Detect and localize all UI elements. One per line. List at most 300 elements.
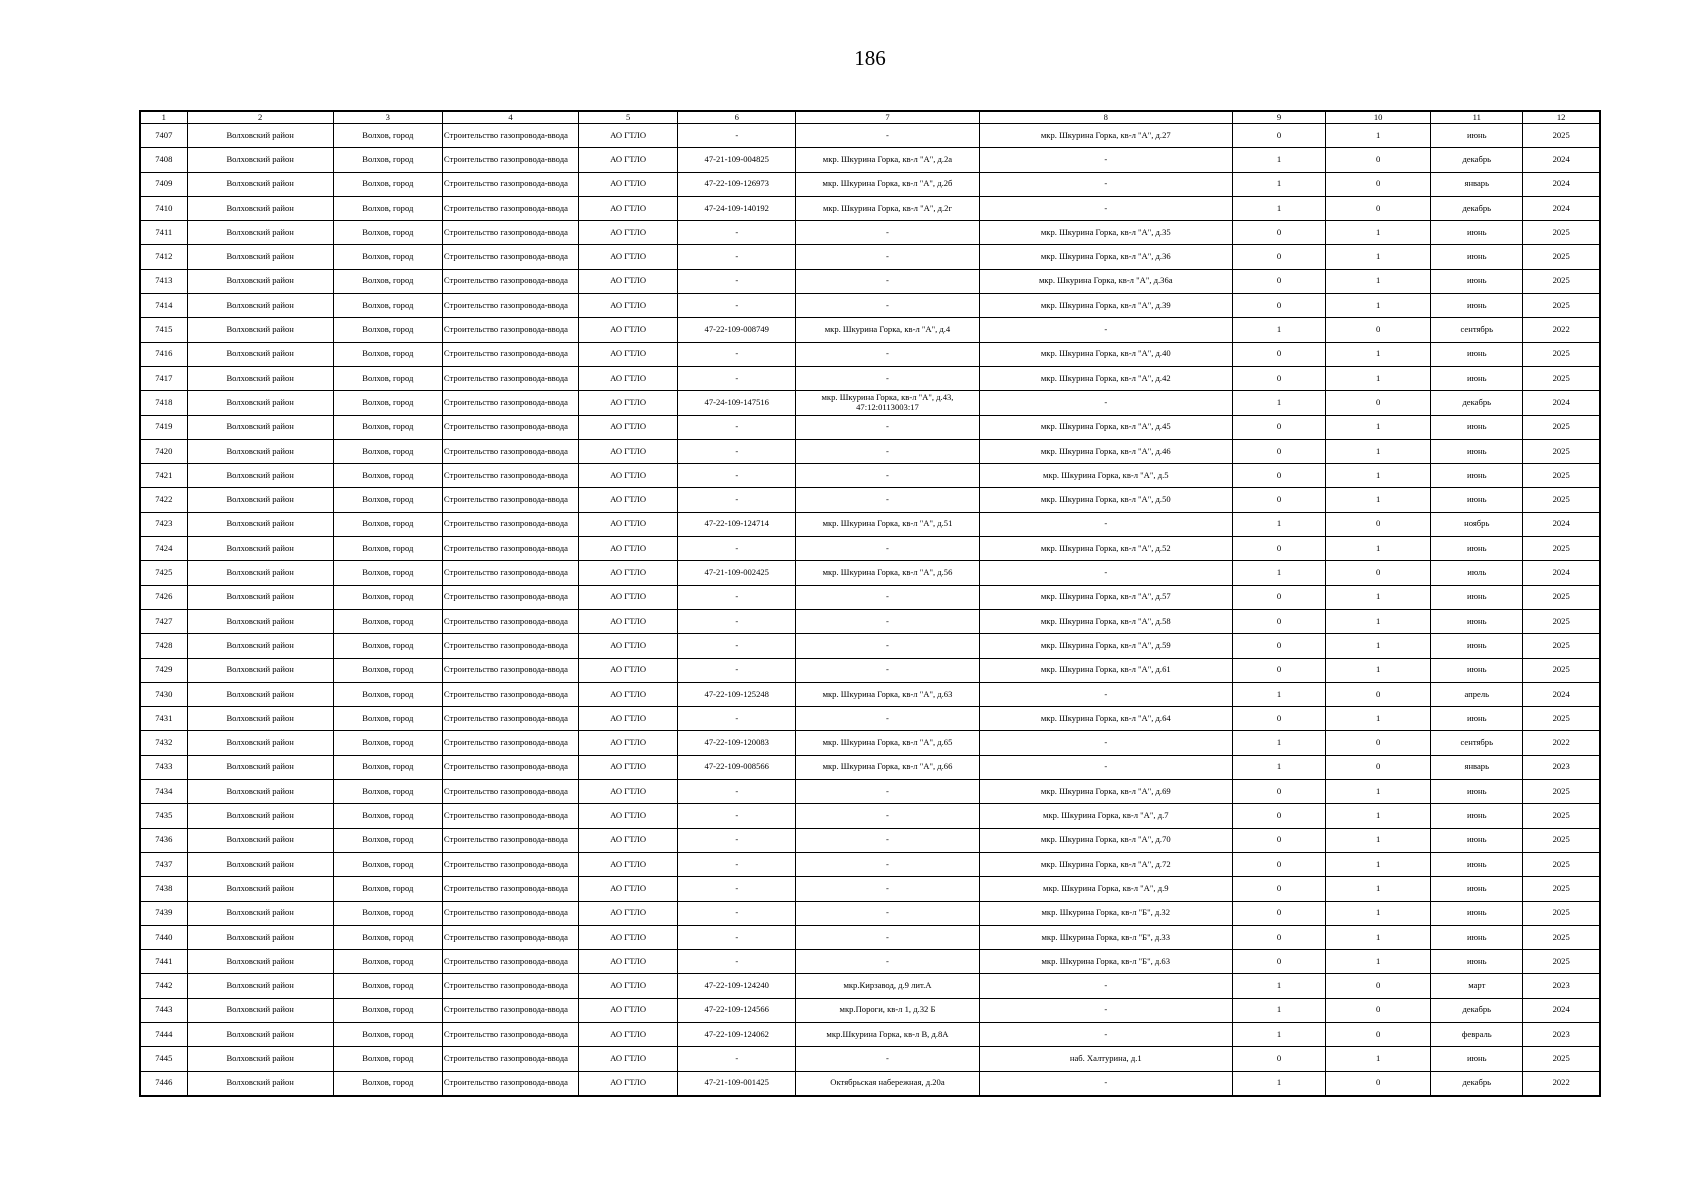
work-type-cell: Строительство газопровода-ввода bbox=[442, 707, 578, 731]
district-cell: Волховский район bbox=[187, 269, 333, 293]
month-cell: июнь bbox=[1431, 488, 1523, 512]
count-planned-cell: 1 bbox=[1326, 124, 1431, 148]
object-address-cell: мкр.Пороги, кв-л 1, д.32 Б bbox=[796, 998, 979, 1022]
organization-cell: АО ГТЛО bbox=[579, 464, 678, 488]
object-address-cell: - bbox=[796, 245, 979, 269]
month-cell: июнь bbox=[1431, 634, 1523, 658]
table-row bbox=[140, 1071, 1600, 1096]
count-planned-cell: 1 bbox=[1326, 366, 1431, 390]
settlement-cell: Волхов, город bbox=[333, 124, 442, 148]
table-row bbox=[140, 294, 1600, 318]
work-type-cell: Строительство газопровода-ввода bbox=[442, 318, 578, 342]
month-cell: июнь bbox=[1431, 269, 1523, 293]
count-existing-cell: 1 bbox=[1232, 755, 1325, 779]
count-existing-cell: 1 bbox=[1232, 682, 1325, 706]
year-cell: 2025 bbox=[1523, 342, 1600, 366]
cadastral-number-cell: - bbox=[678, 609, 796, 633]
district-cell: Волховский район bbox=[187, 634, 333, 658]
count-planned-cell: 1 bbox=[1326, 537, 1431, 561]
object-address-cell: мкр. Шкурина Горка, кв-л "А", д.51 bbox=[796, 512, 979, 536]
organization-cell: АО ГТЛО bbox=[579, 488, 678, 512]
month-cell: июнь bbox=[1431, 1047, 1523, 1071]
planned-address-cell: - bbox=[979, 974, 1232, 998]
cadastral-number-cell: - bbox=[678, 852, 796, 876]
table-row bbox=[140, 1022, 1600, 1046]
count-existing-cell: 0 bbox=[1232, 269, 1325, 293]
table-row bbox=[140, 707, 1600, 731]
organization-cell: АО ГТЛО bbox=[579, 950, 678, 974]
table-row bbox=[140, 366, 1600, 390]
organization-cell: АО ГТЛО bbox=[579, 998, 678, 1022]
planned-address-cell: мкр. Шкурина Горка, кв-л "А", д.7 bbox=[979, 804, 1232, 828]
year-cell: 2024 bbox=[1523, 148, 1600, 172]
organization-cell: АО ГТЛО bbox=[579, 682, 678, 706]
table-row bbox=[140, 731, 1600, 755]
count-existing-cell: 0 bbox=[1232, 925, 1325, 949]
work-type-cell: Строительство газопровода-ввода bbox=[442, 950, 578, 974]
district-cell: Волховский район bbox=[187, 877, 333, 901]
column-header-10: 10 bbox=[1326, 111, 1431, 124]
table-row bbox=[140, 780, 1600, 804]
count-planned-cell: 1 bbox=[1326, 464, 1431, 488]
district-cell: Волховский район bbox=[187, 415, 333, 439]
organization-cell: АО ГТЛО bbox=[579, 1071, 678, 1096]
year-cell: 2025 bbox=[1523, 1047, 1600, 1071]
year-cell: 2025 bbox=[1523, 488, 1600, 512]
cadastral-number-cell: - bbox=[678, 1047, 796, 1071]
count-planned-cell: 1 bbox=[1326, 585, 1431, 609]
row-number-cell: 7424 bbox=[140, 537, 187, 561]
work-type-cell: Строительство газопровода-ввода bbox=[442, 366, 578, 390]
row-number-cell: 7412 bbox=[140, 245, 187, 269]
row-number-cell: 7428 bbox=[140, 634, 187, 658]
planned-address-cell: мкр. Шкурина Горка, кв-л "А", д.40 bbox=[979, 342, 1232, 366]
cadastral-number-cell: 47-22-109-124566 bbox=[678, 998, 796, 1022]
work-type-cell: Строительство газопровода-ввода bbox=[442, 901, 578, 925]
object-address-cell: - bbox=[796, 804, 979, 828]
year-cell: 2025 bbox=[1523, 269, 1600, 293]
cadastral-number-cell: - bbox=[678, 901, 796, 925]
count-existing-cell: 0 bbox=[1232, 828, 1325, 852]
table-row bbox=[140, 998, 1600, 1022]
table-row bbox=[140, 925, 1600, 949]
object-address-cell: - bbox=[796, 439, 979, 463]
year-cell: 2024 bbox=[1523, 682, 1600, 706]
cadastral-number-cell: 47-24-109-147516 bbox=[678, 391, 796, 415]
month-cell: июнь bbox=[1431, 877, 1523, 901]
cadastral-number-cell: 47-22-109-008749 bbox=[678, 318, 796, 342]
planned-address-cell: мкр. Шкурина Горка, кв-л "А", д.36 bbox=[979, 245, 1232, 269]
planned-address-cell: мкр. Шкурина Горка, кв-л "А", д.36а bbox=[979, 269, 1232, 293]
cadastral-number-cell: 47-22-109-124240 bbox=[678, 974, 796, 998]
year-cell: 2025 bbox=[1523, 925, 1600, 949]
object-address-cell: - bbox=[796, 925, 979, 949]
object-address-cell: - bbox=[796, 342, 979, 366]
month-cell: ноябрь bbox=[1431, 512, 1523, 536]
district-cell: Волховский район bbox=[187, 512, 333, 536]
year-cell: 2023 bbox=[1523, 1022, 1600, 1046]
settlement-cell: Волхов, город bbox=[333, 731, 442, 755]
count-planned-cell: 1 bbox=[1326, 877, 1431, 901]
table-row bbox=[140, 221, 1600, 245]
count-planned-cell: 0 bbox=[1326, 561, 1431, 585]
count-existing-cell: 1 bbox=[1232, 561, 1325, 585]
column-header-2: 2 bbox=[187, 111, 333, 124]
work-type-cell: Строительство газопровода-ввода bbox=[442, 537, 578, 561]
month-cell: январь bbox=[1431, 755, 1523, 779]
month-cell: декабрь bbox=[1431, 998, 1523, 1022]
count-existing-cell: 0 bbox=[1232, 537, 1325, 561]
row-number-cell: 7411 bbox=[140, 221, 187, 245]
district-cell: Волховский район bbox=[187, 439, 333, 463]
cadastral-number-cell: - bbox=[678, 950, 796, 974]
organization-cell: АО ГТЛО bbox=[579, 561, 678, 585]
planned-address-cell: - bbox=[979, 172, 1232, 196]
organization-cell: АО ГТЛО bbox=[579, 172, 678, 196]
cadastral-number-cell: - bbox=[678, 294, 796, 318]
settlement-cell: Волхов, город bbox=[333, 974, 442, 998]
year-cell: 2025 bbox=[1523, 609, 1600, 633]
column-header-1: 1 bbox=[140, 111, 187, 124]
cadastral-number-cell: - bbox=[678, 877, 796, 901]
table-row bbox=[140, 148, 1600, 172]
planned-address-cell: мкр. Шкурина Горка, кв-л "А", д.5 bbox=[979, 464, 1232, 488]
organization-cell: АО ГТЛО bbox=[579, 828, 678, 852]
row-number-cell: 7431 bbox=[140, 707, 187, 731]
settlement-cell: Волхов, город bbox=[333, 512, 442, 536]
table-row bbox=[140, 464, 1600, 488]
settlement-cell: Волхов, город bbox=[333, 537, 442, 561]
table-row bbox=[140, 950, 1600, 974]
organization-cell: АО ГТЛО bbox=[579, 731, 678, 755]
organization-cell: АО ГТЛО bbox=[579, 804, 678, 828]
month-cell: июнь bbox=[1431, 366, 1523, 390]
settlement-cell: Волхов, город bbox=[333, 391, 442, 415]
district-cell: Волховский район bbox=[187, 464, 333, 488]
cadastral-number-cell: 47-21-109-002425 bbox=[678, 561, 796, 585]
work-type-cell: Строительство газопровода-ввода bbox=[442, 852, 578, 876]
cadastral-number-cell: - bbox=[678, 342, 796, 366]
district-cell: Волховский район bbox=[187, 925, 333, 949]
planned-address-cell: мкр. Шкурина Горка, кв-л "А", д.35 bbox=[979, 221, 1232, 245]
count-existing-cell: 0 bbox=[1232, 488, 1325, 512]
work-type-cell: Строительство газопровода-ввода bbox=[442, 488, 578, 512]
planned-address-cell: мкр. Шкурина Горка, кв-л "Б", д.63 bbox=[979, 950, 1232, 974]
work-type-cell: Строительство газопровода-ввода bbox=[442, 804, 578, 828]
row-number-cell: 7423 bbox=[140, 512, 187, 536]
cadastral-number-cell: - bbox=[678, 634, 796, 658]
planned-address-cell: наб. Халтурина, д.1 bbox=[979, 1047, 1232, 1071]
settlement-cell: Волхов, город bbox=[333, 439, 442, 463]
settlement-cell: Волхов, город bbox=[333, 464, 442, 488]
organization-cell: АО ГТЛО bbox=[579, 634, 678, 658]
table-row bbox=[140, 852, 1600, 876]
table-row bbox=[140, 804, 1600, 828]
year-cell: 2024 bbox=[1523, 172, 1600, 196]
count-existing-cell: 0 bbox=[1232, 366, 1325, 390]
table-row bbox=[140, 415, 1600, 439]
organization-cell: АО ГТЛО bbox=[579, 269, 678, 293]
year-cell: 2025 bbox=[1523, 950, 1600, 974]
column-header-6: 6 bbox=[678, 111, 796, 124]
year-cell: 2025 bbox=[1523, 366, 1600, 390]
district-cell: Волховский район bbox=[187, 1022, 333, 1046]
organization-cell: АО ГТЛО bbox=[579, 148, 678, 172]
district-cell: Волховский район bbox=[187, 1071, 333, 1096]
organization-cell: АО ГТЛО bbox=[579, 196, 678, 220]
settlement-cell: Волхов, город bbox=[333, 1022, 442, 1046]
column-header-12: 12 bbox=[1523, 111, 1600, 124]
cadastral-number-cell: - bbox=[678, 366, 796, 390]
month-cell: июнь bbox=[1431, 925, 1523, 949]
month-cell: декабрь bbox=[1431, 391, 1523, 415]
settlement-cell: Волхов, город bbox=[333, 634, 442, 658]
count-planned-cell: 1 bbox=[1326, 415, 1431, 439]
planned-address-cell: мкр. Шкурина Горка, кв-л "А", д.42 bbox=[979, 366, 1232, 390]
work-type-cell: Строительство газопровода-ввода bbox=[442, 1071, 578, 1096]
month-cell: июнь bbox=[1431, 804, 1523, 828]
planned-address-cell: - bbox=[979, 561, 1232, 585]
row-number-cell: 7434 bbox=[140, 780, 187, 804]
work-type-cell: Строительство газопровода-ввода bbox=[442, 245, 578, 269]
year-cell: 2022 bbox=[1523, 1071, 1600, 1096]
year-cell: 2023 bbox=[1523, 974, 1600, 998]
table-row bbox=[140, 172, 1600, 196]
settlement-cell: Волхов, город bbox=[333, 755, 442, 779]
object-address-cell: - bbox=[796, 707, 979, 731]
count-planned-cell: 1 bbox=[1326, 488, 1431, 512]
cadastral-number-cell: 47-22-109-124714 bbox=[678, 512, 796, 536]
count-planned-cell: 1 bbox=[1326, 901, 1431, 925]
row-number-cell: 7435 bbox=[140, 804, 187, 828]
year-cell: 2025 bbox=[1523, 585, 1600, 609]
work-type-cell: Строительство газопровода-ввода bbox=[442, 512, 578, 536]
table-row bbox=[140, 682, 1600, 706]
count-existing-cell: 0 bbox=[1232, 901, 1325, 925]
month-cell: июнь bbox=[1431, 609, 1523, 633]
count-existing-cell: 0 bbox=[1232, 221, 1325, 245]
organization-cell: АО ГТЛО bbox=[579, 512, 678, 536]
row-number-cell: 7446 bbox=[140, 1071, 187, 1096]
district-cell: Волховский район bbox=[187, 124, 333, 148]
cadastral-number-cell: - bbox=[678, 585, 796, 609]
month-cell: январь bbox=[1431, 172, 1523, 196]
settlement-cell: Волхов, город bbox=[333, 488, 442, 512]
count-planned-cell: 0 bbox=[1326, 391, 1431, 415]
count-existing-cell: 0 bbox=[1232, 464, 1325, 488]
column-header-11: 11 bbox=[1431, 111, 1523, 124]
cadastral-number-cell: - bbox=[678, 269, 796, 293]
object-address-cell: - bbox=[796, 488, 979, 512]
month-cell: июнь bbox=[1431, 294, 1523, 318]
object-address-cell: - bbox=[796, 537, 979, 561]
organization-cell: АО ГТЛО bbox=[579, 342, 678, 366]
settlement-cell: Волхов, город bbox=[333, 658, 442, 682]
district-cell: Волховский район bbox=[187, 561, 333, 585]
object-address-cell: - bbox=[796, 124, 979, 148]
count-existing-cell: 0 bbox=[1232, 877, 1325, 901]
organization-cell: АО ГТЛО bbox=[579, 780, 678, 804]
column-header-5: 5 bbox=[579, 111, 678, 124]
work-type-cell: Строительство газопровода-ввода bbox=[442, 439, 578, 463]
district-cell: Волховский район bbox=[187, 974, 333, 998]
year-cell: 2023 bbox=[1523, 755, 1600, 779]
organization-cell: АО ГТЛО bbox=[579, 1047, 678, 1071]
object-address-cell: - bbox=[796, 852, 979, 876]
district-cell: Волховский район bbox=[187, 585, 333, 609]
year-cell: 2025 bbox=[1523, 464, 1600, 488]
month-cell: июнь bbox=[1431, 658, 1523, 682]
cadastral-number-cell: - bbox=[678, 245, 796, 269]
registry-table bbox=[139, 110, 1601, 1097]
count-planned-cell: 0 bbox=[1326, 1071, 1431, 1096]
row-number-cell: 7407 bbox=[140, 124, 187, 148]
row-number-cell: 7419 bbox=[140, 415, 187, 439]
object-address-cell: - bbox=[796, 269, 979, 293]
cadastral-number-cell: 47-21-109-001425 bbox=[678, 1071, 796, 1096]
month-cell: декабрь bbox=[1431, 148, 1523, 172]
organization-cell: АО ГТЛО bbox=[579, 585, 678, 609]
row-number-cell: 7438 bbox=[140, 877, 187, 901]
count-existing-cell: 0 bbox=[1232, 634, 1325, 658]
settlement-cell: Волхов, город bbox=[333, 950, 442, 974]
cadastral-number-cell: 47-24-109-140192 bbox=[678, 196, 796, 220]
count-planned-cell: 1 bbox=[1326, 707, 1431, 731]
cadastral-number-cell: - bbox=[678, 124, 796, 148]
settlement-cell: Волхов, город bbox=[333, 172, 442, 196]
cadastral-number-cell: - bbox=[678, 464, 796, 488]
district-cell: Волховский район bbox=[187, 731, 333, 755]
district-cell: Волховский район bbox=[187, 998, 333, 1022]
object-address-cell: мкр.Шкурина Горка, кв-л В, д.8А bbox=[796, 1022, 979, 1046]
year-cell: 2025 bbox=[1523, 658, 1600, 682]
planned-address-cell: - bbox=[979, 755, 1232, 779]
object-address-cell: - bbox=[796, 828, 979, 852]
object-address-cell: - bbox=[796, 1047, 979, 1071]
table-row bbox=[140, 1047, 1600, 1071]
planned-address-cell: - bbox=[979, 1071, 1232, 1096]
month-cell: июнь bbox=[1431, 585, 1523, 609]
settlement-cell: Волхов, город bbox=[333, 1047, 442, 1071]
object-address-cell: мкр. Шкурина Горка, кв-л "А", д.2а bbox=[796, 148, 979, 172]
year-cell: 2025 bbox=[1523, 537, 1600, 561]
count-existing-cell: 0 bbox=[1232, 780, 1325, 804]
settlement-cell: Волхов, город bbox=[333, 196, 442, 220]
settlement-cell: Волхов, город bbox=[333, 318, 442, 342]
planned-address-cell: - bbox=[979, 148, 1232, 172]
work-type-cell: Строительство газопровода-ввода bbox=[442, 634, 578, 658]
work-type-cell: Строительство газопровода-ввода bbox=[442, 780, 578, 804]
month-cell: июнь bbox=[1431, 537, 1523, 561]
district-cell: Волховский район bbox=[187, 755, 333, 779]
month-cell: июнь bbox=[1431, 342, 1523, 366]
object-address-cell: - bbox=[796, 634, 979, 658]
cadastral-number-cell: - bbox=[678, 537, 796, 561]
count-existing-cell: 0 bbox=[1232, 415, 1325, 439]
year-cell: 2025 bbox=[1523, 828, 1600, 852]
work-type-cell: Строительство газопровода-ввода bbox=[442, 925, 578, 949]
work-type-cell: Строительство газопровода-ввода bbox=[442, 269, 578, 293]
district-cell: Волховский район bbox=[187, 196, 333, 220]
table-row bbox=[140, 561, 1600, 585]
work-type-cell: Строительство газопровода-ввода bbox=[442, 391, 578, 415]
planned-address-cell: - bbox=[979, 512, 1232, 536]
count-planned-cell: 1 bbox=[1326, 269, 1431, 293]
month-cell: июнь bbox=[1431, 828, 1523, 852]
table-row bbox=[140, 342, 1600, 366]
row-number-cell: 7414 bbox=[140, 294, 187, 318]
settlement-cell: Волхов, город bbox=[333, 415, 442, 439]
cadastral-number-cell: - bbox=[678, 780, 796, 804]
organization-cell: АО ГТЛО bbox=[579, 974, 678, 998]
cadastral-number-cell: - bbox=[678, 415, 796, 439]
table-row bbox=[140, 537, 1600, 561]
organization-cell: АО ГТЛО bbox=[579, 901, 678, 925]
count-existing-cell: 0 bbox=[1232, 585, 1325, 609]
count-existing-cell: 1 bbox=[1232, 196, 1325, 220]
organization-cell: АО ГТЛО bbox=[579, 124, 678, 148]
year-cell: 2024 bbox=[1523, 391, 1600, 415]
work-type-cell: Строительство газопровода-ввода bbox=[442, 828, 578, 852]
work-type-cell: Строительство газопровода-ввода bbox=[442, 148, 578, 172]
work-type-cell: Строительство газопровода-ввода bbox=[442, 342, 578, 366]
year-cell: 2025 bbox=[1523, 707, 1600, 731]
district-cell: Волховский район bbox=[187, 245, 333, 269]
count-existing-cell: 0 bbox=[1232, 658, 1325, 682]
count-planned-cell: 1 bbox=[1326, 804, 1431, 828]
object-address-cell: - bbox=[796, 658, 979, 682]
row-number-cell: 7442 bbox=[140, 974, 187, 998]
planned-address-cell: мкр. Шкурина Горка, кв-л "А", д.9 bbox=[979, 877, 1232, 901]
count-planned-cell: 1 bbox=[1326, 950, 1431, 974]
cadastral-number-cell: 47-22-109-125248 bbox=[678, 682, 796, 706]
year-cell: 2025 bbox=[1523, 439, 1600, 463]
month-cell: сентябрь bbox=[1431, 731, 1523, 755]
work-type-cell: Строительство газопровода-ввода bbox=[442, 1047, 578, 1071]
object-address-cell: - bbox=[796, 901, 979, 925]
column-header-7: 7 bbox=[796, 111, 979, 124]
organization-cell: АО ГТЛО bbox=[579, 609, 678, 633]
count-planned-cell: 0 bbox=[1326, 755, 1431, 779]
planned-address-cell: мкр. Шкурина Горка, кв-л "А", д.72 bbox=[979, 852, 1232, 876]
count-planned-cell: 1 bbox=[1326, 221, 1431, 245]
cadastral-number-cell: - bbox=[678, 925, 796, 949]
table-row bbox=[140, 828, 1600, 852]
organization-cell: АО ГТЛО bbox=[579, 658, 678, 682]
district-cell: Волховский район bbox=[187, 852, 333, 876]
object-address-cell: мкр. Шкурина Горка, кв-л "А", д.2г bbox=[796, 196, 979, 220]
object-address-cell: - bbox=[796, 609, 979, 633]
month-cell: июнь bbox=[1431, 707, 1523, 731]
organization-cell: АО ГТЛО bbox=[579, 877, 678, 901]
organization-cell: АО ГТЛО bbox=[579, 439, 678, 463]
table-row bbox=[140, 658, 1600, 682]
count-existing-cell: 0 bbox=[1232, 852, 1325, 876]
planned-address-cell: мкр. Шкурина Горка, кв-л "А", д.45 bbox=[979, 415, 1232, 439]
count-planned-cell: 0 bbox=[1326, 731, 1431, 755]
district-cell: Волховский район bbox=[187, 1047, 333, 1071]
planned-address-cell: мкр. Шкурина Горка, кв-л "Б", д.32 bbox=[979, 901, 1232, 925]
district-cell: Волховский район bbox=[187, 828, 333, 852]
settlement-cell: Волхов, город bbox=[333, 998, 442, 1022]
object-address-cell: - bbox=[796, 294, 979, 318]
count-planned-cell: 0 bbox=[1326, 148, 1431, 172]
table-row bbox=[140, 877, 1600, 901]
work-type-cell: Строительство газопровода-ввода bbox=[442, 609, 578, 633]
year-cell: 2025 bbox=[1523, 221, 1600, 245]
count-planned-cell: 1 bbox=[1326, 1047, 1431, 1071]
object-address-cell: мкр. Шкурина Горка, кв-л "А", д.63 bbox=[796, 682, 979, 706]
